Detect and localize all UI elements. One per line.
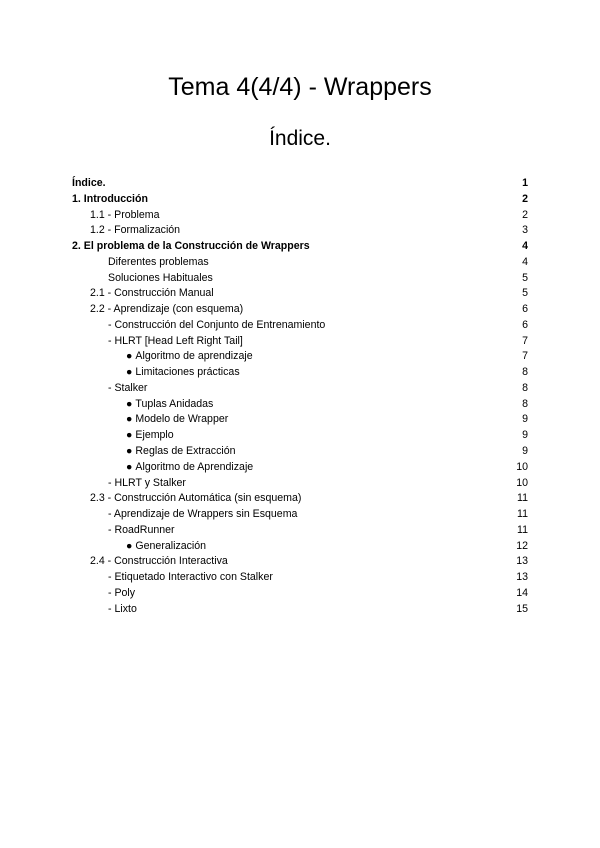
toc-entry-label (126, 460, 253, 476)
toc-entry-text: - Poly (108, 586, 136, 599)
toc-entry-page-number: 6 (522, 318, 528, 331)
toc-entry[interactable] (72, 476, 528, 492)
toc-entry-label (126, 412, 228, 428)
toc-entry-label (108, 523, 175, 539)
toc-entry-label (126, 444, 236, 460)
bullet-icon: ● (126, 539, 133, 552)
toc-entry[interactable] (72, 318, 528, 334)
toc-entry-text: Limitaciones prácticas (135, 366, 240, 379)
toc-entry[interactable] (72, 192, 528, 208)
toc-entry-label (108, 255, 209, 271)
toc-entry[interactable] (72, 412, 528, 428)
toc-entry-label (90, 208, 159, 224)
toc-entry[interactable] (72, 507, 528, 523)
toc-entry-label (90, 302, 243, 318)
toc-entry[interactable] (72, 539, 528, 555)
toc-entry-label (126, 349, 253, 365)
toc-entry-text: Tuplas Anidadas (135, 397, 214, 410)
toc-entry-page-number: 11 (517, 523, 528, 536)
toc-entry-page-number: 10 (516, 460, 528, 473)
bullet-icon: ● (126, 460, 133, 473)
toc-entry-text: Modelo de Wrapper (135, 413, 229, 426)
toc-entry-text: Algoritmo de Aprendizaje (135, 460, 254, 473)
toc-entry-label (108, 334, 243, 350)
toc-entry-text: - Construcción del Conjunto de Entrenamiento (108, 318, 326, 331)
document-title: Tema 4(4/4) - Wrappers (168, 73, 432, 101)
toc-entry[interactable] (72, 365, 528, 381)
toc-entry[interactable] (72, 460, 528, 476)
toc-entry-text: 1.2 - Formalización (90, 224, 181, 237)
toc-entry[interactable] (72, 428, 528, 444)
toc-entry-page-number: 13 (516, 571, 528, 584)
toc-entry-label (90, 554, 228, 570)
toc-entry-page-number: 6 (522, 303, 528, 316)
toc-entry-text: Índice. (72, 177, 106, 189)
toc-entry-page-number: 4 (522, 240, 528, 253)
toc-entry-page-number: 4 (522, 255, 528, 268)
toc-entry-page-number: 9 (522, 445, 528, 458)
toc-entry-page-number: 7 (522, 334, 528, 347)
toc-entry-page-number: 15 (516, 602, 528, 615)
toc-entry-text: Reglas de Extracción (135, 445, 236, 458)
toc-entry-label (90, 223, 180, 239)
toc-entry-text: 2.2 - Aprendizaje (con esquema) (90, 303, 244, 316)
toc-entry-page-number: 5 (522, 271, 528, 284)
toc-entry-page-number: 8 (522, 381, 528, 394)
toc-entry-text: Algoritmo de aprendizaje (135, 350, 253, 363)
toc-entry-label (108, 586, 135, 602)
toc-entry[interactable] (72, 302, 528, 318)
toc-entry[interactable] (72, 349, 528, 365)
toc-entry-label (72, 176, 106, 192)
toc-entry-text: - Lixto (108, 602, 137, 615)
toc-entry-text: 1.1 - Problema (90, 208, 160, 221)
document-subtitle: Índice. (269, 127, 331, 150)
toc-entry-text: 1. Introducción (72, 192, 148, 205)
toc-entry-label (126, 365, 240, 381)
toc-entry-page-number: 12 (516, 539, 528, 552)
toc-entry[interactable] (72, 255, 528, 271)
toc-entry-page-number: 9 (522, 413, 528, 426)
toc-entry-page-number: 3 (522, 224, 528, 237)
bullet-icon: ● (126, 397, 133, 410)
toc-entry-label (108, 318, 325, 334)
toc-entry[interactable] (72, 176, 528, 192)
toc-entry-label (72, 192, 148, 208)
toc-entry[interactable] (72, 334, 528, 350)
toc-entry-label (108, 602, 137, 618)
toc-entry-page-number: 2 (522, 192, 528, 205)
toc-entry-text: - RoadRunner (108, 523, 175, 536)
bullet-icon: ● (126, 413, 133, 426)
toc-entry-page-number: 11 (517, 492, 528, 505)
toc-entry-label (72, 239, 310, 255)
toc-entry-page-number: 5 (522, 287, 528, 300)
toc-entry-page-number: 1 (522, 177, 528, 189)
toc-entry-text: 2.1 - Construcción Manual (90, 287, 214, 300)
bullet-icon: ● (126, 350, 133, 363)
toc-entry-page-number: 14 (516, 586, 528, 599)
toc-entry-label (126, 539, 206, 555)
toc-entry[interactable] (72, 223, 528, 239)
toc-entry-label (126, 428, 174, 444)
toc-entry-text: 2. El problema de la Construcción de Wrappers (72, 240, 310, 253)
toc-entry-text: Soluciones Habituales (108, 271, 213, 284)
toc-entry[interactable] (72, 491, 528, 507)
toc-entry-text: - HLRT [Head Left Right Tail] (108, 334, 243, 347)
toc-entry[interactable] (72, 397, 528, 413)
toc-entry-label (108, 570, 273, 586)
toc-entry-text: Generalización (135, 539, 207, 552)
toc-entry[interactable] (72, 286, 528, 302)
toc-entry-text: - HLRT y Stalker (108, 476, 186, 489)
toc-entry-text: 2.4 - Construcción Interactiva (90, 555, 228, 568)
toc-entry-page-number: 11 (517, 508, 528, 521)
toc-entry-label (108, 507, 297, 523)
toc-entry[interactable] (72, 444, 528, 460)
toc-entry[interactable] (72, 602, 528, 618)
toc-entry-label (90, 286, 214, 302)
toc-entry-text: 2.3 - Construcción Automática (sin esquema) (90, 492, 302, 505)
toc-entry[interactable] (72, 271, 528, 287)
toc-entry[interactable] (72, 523, 528, 539)
toc-entry-page-number: 13 (516, 555, 528, 568)
bullet-icon: ● (126, 366, 133, 379)
toc-entry-page-number: 10 (516, 476, 528, 489)
bullet-icon: ● (126, 429, 133, 442)
table-of-contents (72, 176, 528, 617)
toc-entry-label (108, 476, 186, 492)
toc-entry[interactable] (72, 554, 528, 570)
toc-entry-label (108, 271, 213, 287)
toc-entry-text: Diferentes problemas (108, 255, 209, 268)
toc-entry-label (126, 397, 213, 413)
toc-entry-page-number: 8 (522, 366, 528, 379)
toc-entry-page-number: 9 (522, 429, 528, 442)
toc-entry-page-number: 2 (522, 208, 528, 221)
toc-entry[interactable] (72, 239, 528, 255)
toc-entry-text: - Etiquetado Interactivo con Stalker (108, 571, 273, 584)
toc-entry-page-number: 8 (522, 397, 528, 410)
toc-entry-page-number: 7 (522, 350, 528, 363)
toc-entry-text: Ejemplo (135, 429, 174, 442)
toc-entry-text: - Stalker (108, 381, 148, 394)
toc-entry[interactable] (72, 570, 528, 586)
toc-entry-label (90, 491, 301, 507)
bullet-icon: ● (126, 445, 133, 458)
toc-entry[interactable] (72, 208, 528, 224)
toc-entry[interactable] (72, 586, 528, 602)
toc-entry[interactable] (72, 381, 528, 397)
toc-entry-label (108, 381, 147, 397)
toc-entry-text: - Aprendizaje de Wrappers sin Esquema (108, 508, 298, 521)
